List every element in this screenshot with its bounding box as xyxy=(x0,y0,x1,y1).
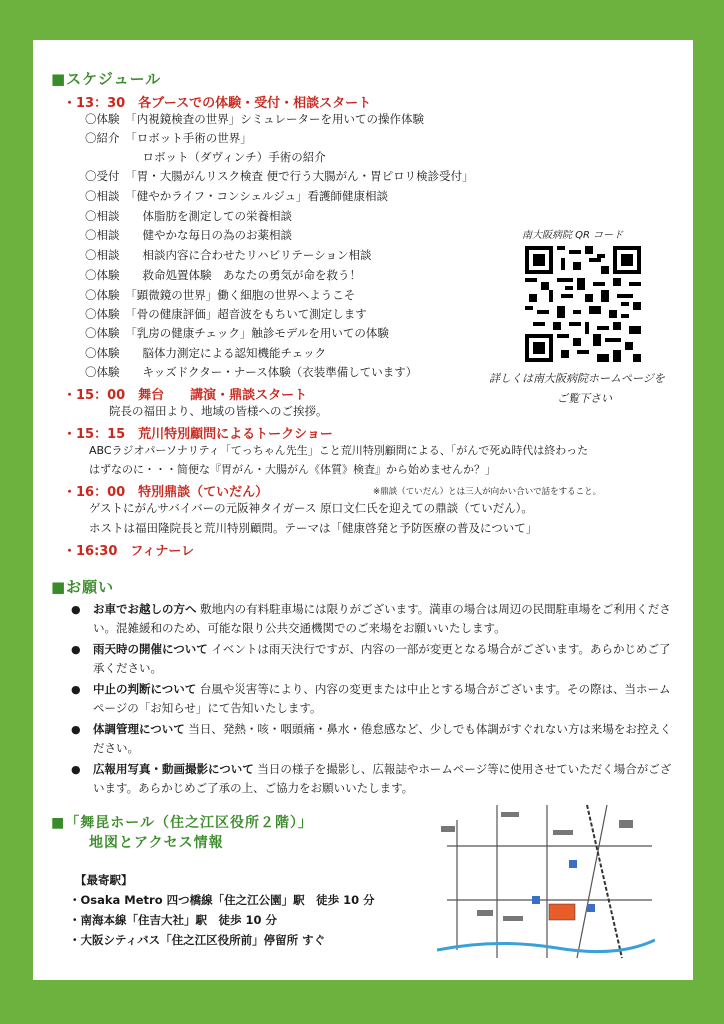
request-text: 台風や災害等により、内容の変更または中止とする場合がございます。その際は、当ホームページの「お知らせ」にて告知いたします。 xyxy=(93,682,671,715)
schedule-time-1600: ・16：00 特別鼎談（ていだん） xyxy=(63,485,269,500)
schedule-item: 〇体験 脳体力測定による認知機能チェック xyxy=(85,346,327,360)
request-item xyxy=(71,680,678,718)
request-item xyxy=(71,760,678,798)
nearest-station-label: 【最寄駅】 xyxy=(75,873,133,887)
schedule-item: 〇体験 「顕微鏡の世界」働く細胞の世界へようこそ xyxy=(85,288,356,302)
access-map[interactable] xyxy=(437,800,655,962)
station-item: ・南海本線「住吉大社」駅 徒歩 10 分 xyxy=(69,913,278,927)
schedule-item: 〇紹介 「ロボット手術の世界」 xyxy=(85,131,252,145)
schedule-item: 〇受付 「胃・大腸がんリスク検査 便で行う大腸がん・胃ピロリ検診受付」 xyxy=(85,169,474,183)
station-item: ・大阪シティバス「住之江区役所前」停留所 すぐ xyxy=(69,933,326,947)
request-text: 当日の様子を撮影し、広報誌やホームページ等に使用させていただく場合がございます。あらかじめご了承の上、ご協力をお願いいたします。 xyxy=(93,762,672,795)
request-text: イベントは雨天決行ですが、内容の一部が変更となる場合がございます。あらかじめご了承ください。 xyxy=(93,642,671,675)
request-text: 当日、発熱・咳・咽頭痛・鼻水・倦怠感など、少しでも体調がすぐれない方は来場をお控えください。 xyxy=(93,722,672,755)
bullet: ● xyxy=(71,683,81,696)
schedule-item: 〇相談 「健やかライフ・コンシェルジュ」看護師健康相談 xyxy=(85,189,389,203)
schedule-time-1630: ・16:30 フィナーレ xyxy=(63,544,195,559)
request-title: 雨天時の開催について xyxy=(93,642,208,656)
bullet: ● xyxy=(71,603,81,616)
qr-caption: 詳しくは南大阪病院ホームページを xyxy=(489,372,665,385)
bullet: ● xyxy=(71,643,81,656)
schedule-item: ロボット（ダヴィンチ）手術の紹介 xyxy=(85,150,326,164)
qr-label: 南大阪病院 QR コード xyxy=(522,230,624,241)
schedule-desc: はずなのに・・・简便な『胃がん・大腸がん《体質》検査』から始めませんか？」 xyxy=(89,463,496,476)
schedule-item: 〇体験 「乳房の健康チェック」触診モデルを用いての体験 xyxy=(85,326,389,340)
schedule-desc: ゲストにがんサバイバーの元阪神タイガース 原口文仁氏を迎えての鼎談（ていだん）。 xyxy=(89,501,533,515)
schedule-item: 〇体験 救命処置体験 あなたの勇気が命を救う！ xyxy=(85,268,361,282)
bullet: ● xyxy=(71,723,81,736)
request-title: 中止の判断について xyxy=(93,682,197,696)
qr-code[interactable] xyxy=(525,246,641,362)
page-sheet xyxy=(33,40,693,980)
schedule-item: 〇体験 「内視鏡検査の世界」シミュレーターを用いての操作体験 xyxy=(85,112,425,126)
schedule-time-1515: ・15：15 荒川特別顧問によるトークショー xyxy=(63,427,333,442)
request-item xyxy=(71,720,678,758)
request-item xyxy=(71,600,678,638)
schedule-item: 〇相談 健やかな毎日の為のお薬相談 xyxy=(85,228,292,242)
access-heading: ■「舞昆ホール（住之江区役所２階）」 xyxy=(51,815,313,831)
station-item: ・Osaka Metro 四つ橋線「住之江公園」駅 徒歩 10 分 xyxy=(69,893,375,907)
request-title: 体調管理について xyxy=(93,722,185,736)
qr-caption: ご覧下さい xyxy=(557,392,612,405)
request-title: 広報用写真・動画撮影について xyxy=(93,762,254,776)
request-item xyxy=(71,640,678,678)
schedule-heading: ■スケジュール xyxy=(51,70,162,88)
request-title: お車でお越しの方へ xyxy=(93,602,197,616)
request-text: 敷地内の有料駐車場には限りがございます。満車の場合は周辺の民間駐車場をご利用ください。混雑緩和のため、可能な限り公共交通機関でのご来場をお願いいたします。 xyxy=(93,602,671,635)
access-subheading: 地図とアクセス情報 xyxy=(89,835,224,851)
schedule-item: 〇体験 キッズドクター・ナース体験（衣装準備しています） xyxy=(85,365,418,379)
schedule-desc: 院長の福田より、地域の皆様へのご挨拶。 xyxy=(109,404,328,418)
schedule-item: 〇体験 「骨の健康評価」超音波をもちいて測定します xyxy=(85,307,367,321)
requests-heading: ■お願い xyxy=(51,578,115,596)
schedule-item: 〇相談 体脂肪を測定しての栄養相談 xyxy=(85,209,292,223)
schedule-item: 〇相談 相談内容に合わせたリハビリテーション相談 xyxy=(85,248,372,262)
schedule-time-1330: ・13：30 各ブースでの体験・受付・相談スタート xyxy=(63,96,372,111)
schedule-desc: ABCラジオパーソナリティ「てっちゃん先生」こと荒川特別顧問による、「がんで死ぬ時代は終わった xyxy=(89,444,589,457)
bullet: ● xyxy=(71,763,81,776)
teidan-note: ※鼎談（ていだん）とは三人が向かい合いで話をすること。 xyxy=(373,487,602,497)
schedule-desc: ホストは福田隆院長と荒川特別顧問。テーマは「健康啓発と予防医療の普及について」 xyxy=(89,521,538,535)
schedule-time-1500: ・15：00 舞台 講演・鼎談スタート xyxy=(63,388,308,403)
